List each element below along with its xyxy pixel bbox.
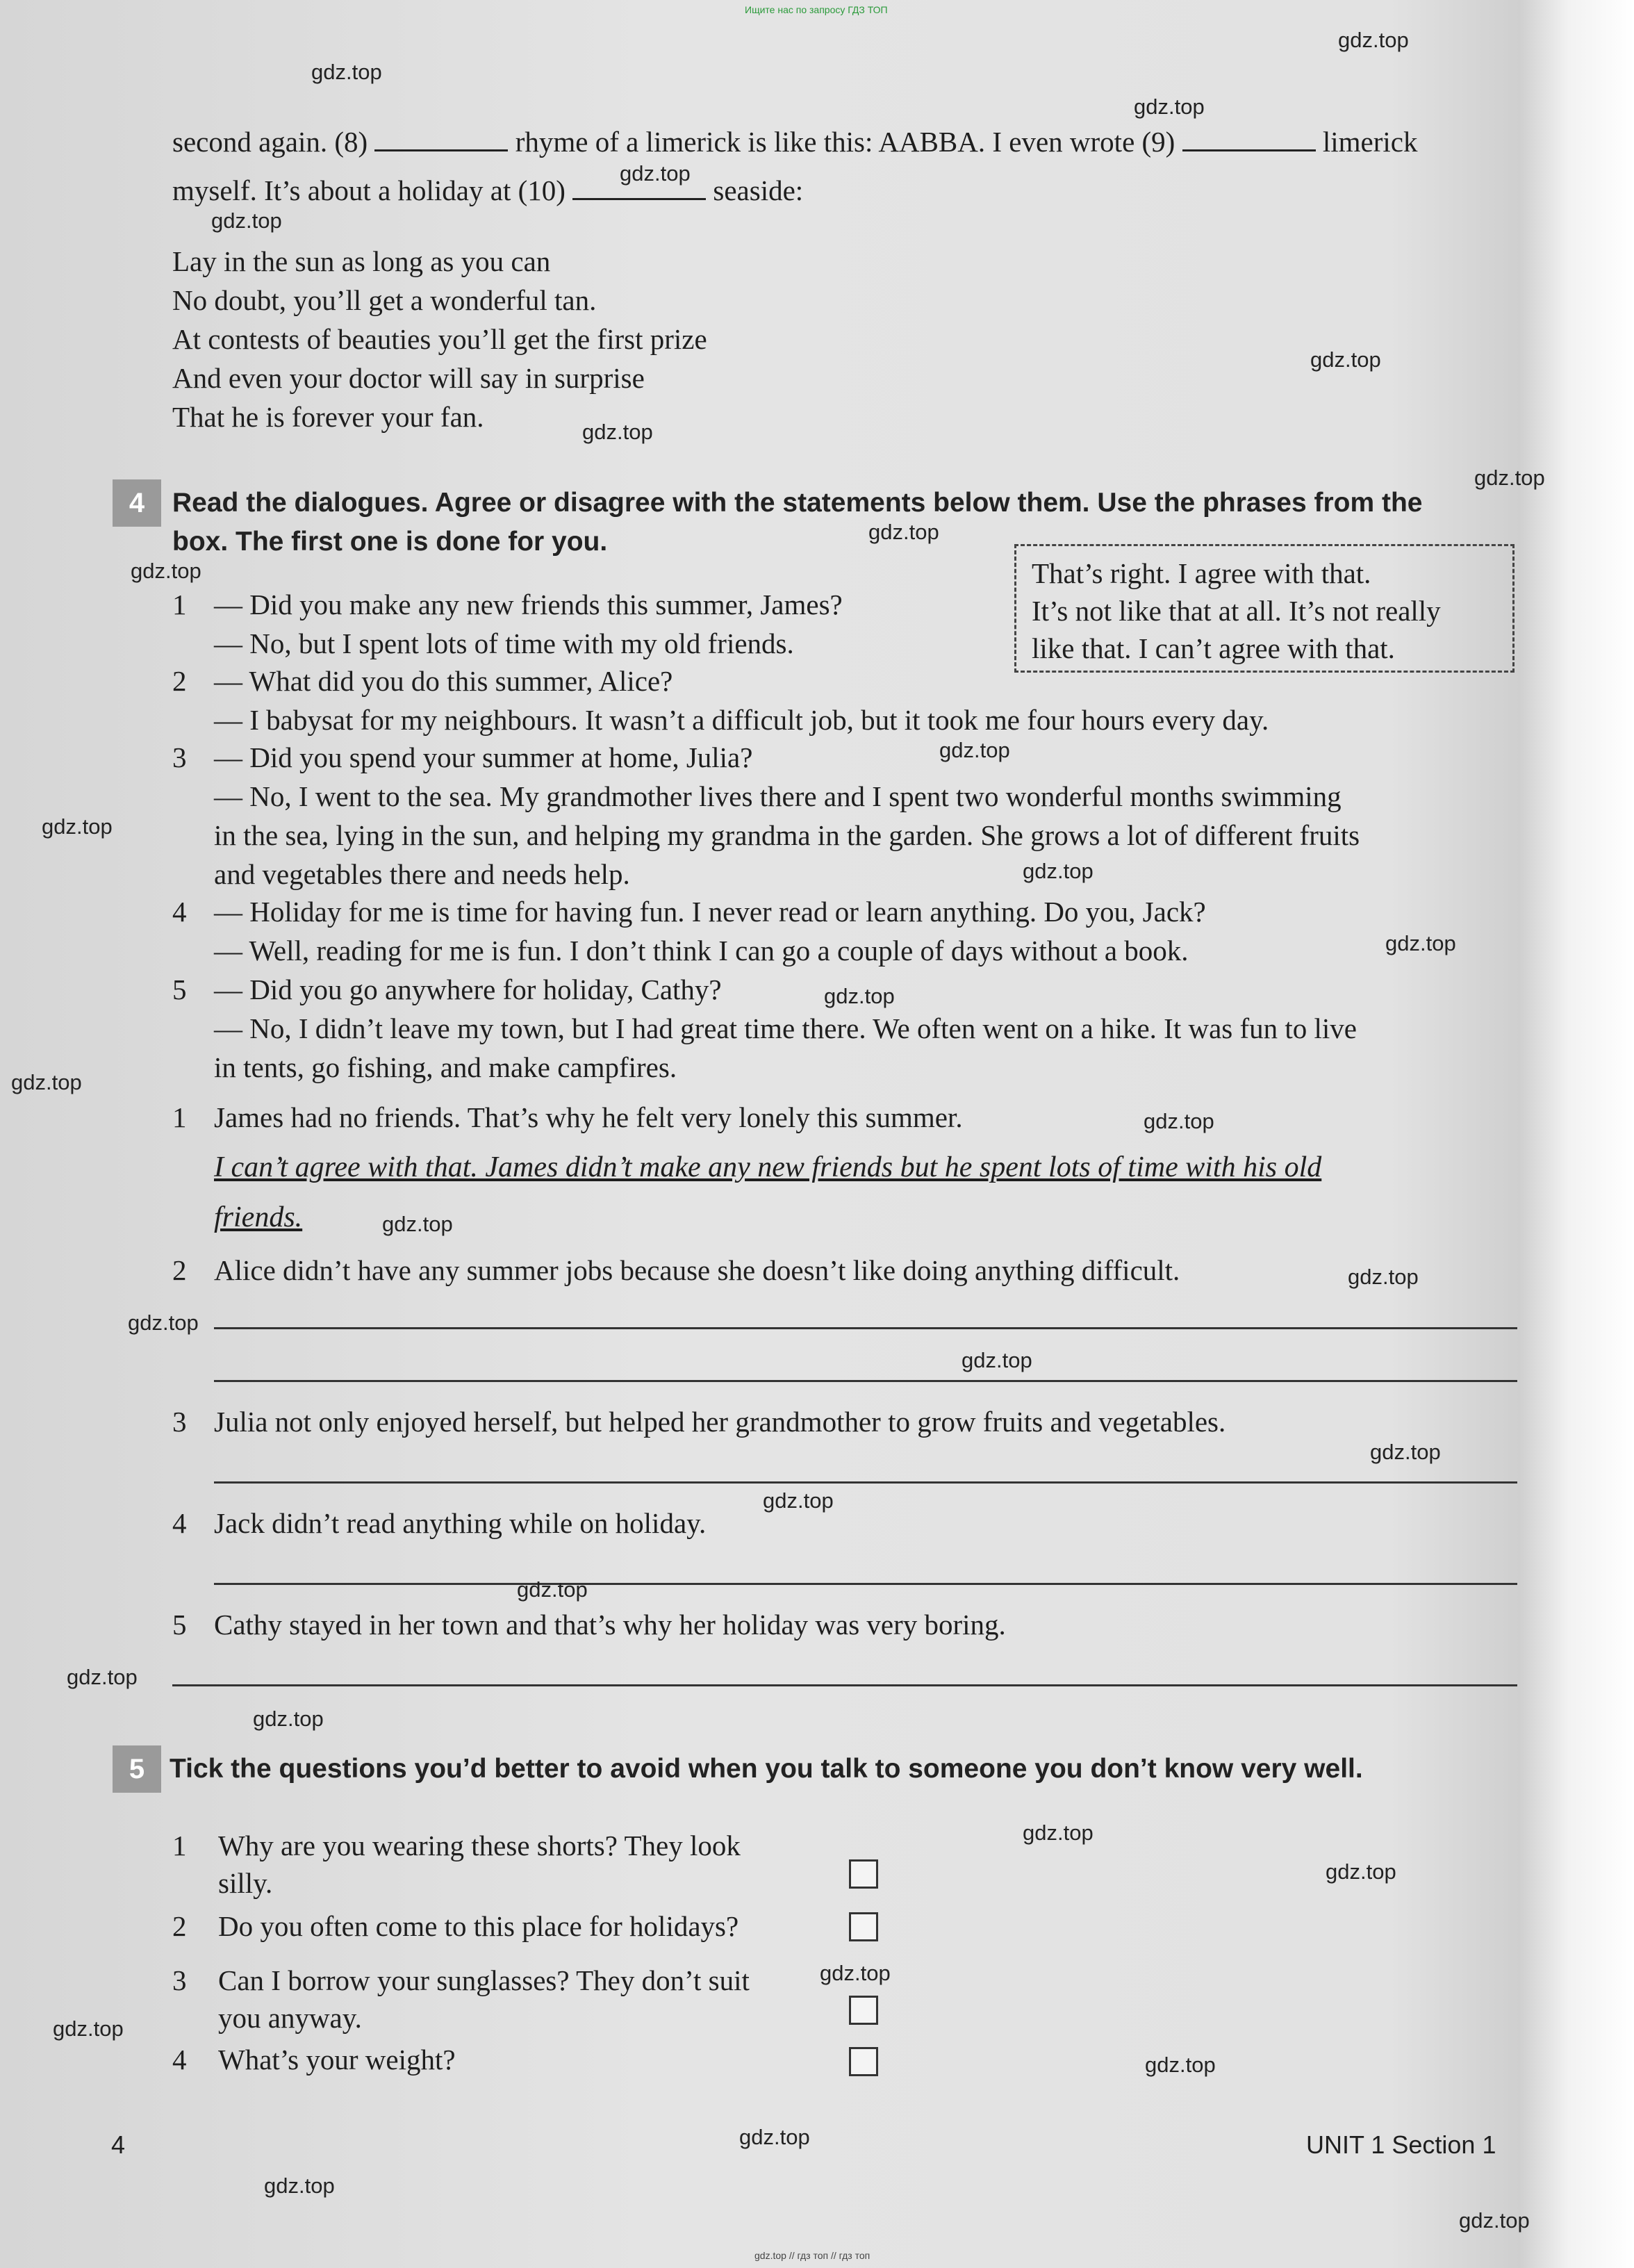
poem-line: That he is forever your fan.	[172, 401, 484, 433]
phrases-box	[1014, 544, 1515, 673]
task-4-instruction-line-1: Read the dialogues. Agree or disagree with the statements below them. Use the phrases from the	[172, 488, 1423, 518]
watermark: gdz.top	[11, 1070, 82, 1094]
poem-line: No doubt, you’ll get a wonderful tan.	[172, 284, 597, 316]
dialogue-number: 2	[172, 665, 187, 697]
watermark: gdz.top	[1144, 1109, 1214, 1133]
watermark: gdz.top	[962, 1348, 1032, 1372]
dialogue-line: — Did you spend your summer at home, Julia?	[214, 741, 753, 773]
watermark: gdz.top	[1348, 1265, 1419, 1289]
dialogue-line: — Well, reading for me is fun. I don’t think I can go a couple of days without a book.	[214, 935, 1189, 967]
watermark: gdz.top	[868, 520, 939, 544]
watermark: gdz.top	[42, 814, 113, 839]
top-banner: Ищите нас по запросу ГДЗ ТОП	[745, 4, 888, 15]
watermark: gdz.top	[128, 1310, 199, 1335]
watermark: gdz.top	[311, 60, 382, 84]
statement-text: Alice didn’t have any summer jobs because she doesn’t like doing anything difficult.	[214, 1254, 1180, 1286]
watermark: gdz.top	[211, 208, 282, 233]
watermark: gdz.top	[53, 2016, 124, 2041]
dialogue-line: — No, but I spent lots of time with my old friends.	[214, 627, 794, 659]
poem-line: And even your doctor will say in surprise	[172, 362, 645, 394]
bottom-banner: gdz.top // гдз топ // гдз топ	[754, 2250, 870, 2261]
watermark: gdz.top	[1338, 28, 1409, 52]
answer-line-2b[interactable]	[214, 1380, 1517, 1382]
intro-line-1-part-c: limerick	[1322, 126, 1418, 158]
tick-box-1[interactable]	[849, 1859, 878, 1889]
question-line: you anyway.	[218, 2002, 362, 2034]
question-number: 1	[172, 1830, 187, 1862]
dialogue-number: 3	[172, 741, 187, 773]
dialogue-line: — I babysat for my neighbours. It wasn’t a difficult job, but it took me four hours every day.	[214, 704, 1269, 736]
watermark: gdz.top	[1326, 1859, 1396, 1884]
tick-box-4[interactable]	[849, 2047, 878, 2076]
dialogue-line: — Did you make any new friends this summer, James?	[214, 589, 843, 621]
watermark: gdz.top	[1385, 931, 1456, 955]
watermark: gdz.top	[1023, 1821, 1094, 1845]
question-line: silly.	[218, 1867, 273, 1899]
phrase-line: It’s not like that at all. It’s not really	[1032, 595, 1441, 627]
question-line: What’s your weight?	[218, 2044, 456, 2076]
statement-text: James had no friends. That’s why he felt very lonely this summer.	[214, 1101, 963, 1133]
watermark: gdz.top	[131, 559, 201, 583]
watermark: gdz.top	[582, 420, 653, 444]
statement-number: 5	[172, 1609, 187, 1641]
watermark: gdz.top	[382, 1212, 453, 1236]
poem-line: At contests of beauties you’ll get the first prize	[172, 323, 707, 355]
question-line: Can I borrow your sunglasses? They don’t suit	[218, 1964, 750, 1996]
tick-box-2[interactable]	[849, 1912, 878, 1941]
watermark: gdz.top	[264, 2174, 335, 2198]
watermark: gdz.top	[1310, 347, 1381, 372]
watermark: gdz.top	[1459, 2208, 1530, 2233]
intro-line-2-part-b: seaside:	[713, 174, 804, 206]
statement-text: Cathy stayed in her town and that’s why her holiday was very boring.	[214, 1609, 1006, 1641]
intro-line-1	[172, 122, 1417, 161]
watermark: gdz.top	[253, 1707, 324, 1731]
model-answer-line-2: friends.	[214, 1201, 303, 1233]
statement-text: Julia not only enjoyed herself, but helped her grandmother to grow fruits and vegetables.	[214, 1406, 1226, 1438]
blank-9[interactable]	[1182, 129, 1316, 151]
dialogue-line: — No, I went to the sea. My grandmother lives there and I spent two wonderful months swimming	[214, 780, 1342, 812]
phrase-line: That’s right. I agree with that.	[1032, 557, 1371, 589]
task-5-instruction: Tick the questions you’d better to avoid when you talk to someone you don’t know very well.	[170, 1754, 1363, 1784]
dialogue-line: and vegetables there and needs help.	[214, 858, 630, 890]
phrase-line: like that. I can’t agree with that.	[1032, 632, 1395, 664]
watermark: gdz.top	[620, 161, 691, 186]
blank-8[interactable]	[374, 129, 508, 151]
watermark: gdz.top	[1145, 2053, 1216, 2077]
watermark: gdz.top	[517, 1577, 588, 1602]
poem-line: Lay in the sun as long as you can	[172, 245, 551, 277]
dialogue-line: — What did you do this summer, Alice?	[214, 665, 673, 697]
intro-line-2-part-a: myself. It’s about a holiday at (10)	[172, 174, 566, 206]
task-4-number: 4	[113, 479, 161, 527]
dialogue-number: 1	[172, 589, 187, 621]
watermark: gdz.top	[1474, 466, 1545, 490]
statement-text: Jack didn’t read anything while on holiday.	[214, 1507, 707, 1539]
watermark: gdz.top	[824, 984, 895, 1008]
tick-box-3[interactable]	[849, 1996, 878, 2025]
watermark: gdz.top	[739, 2125, 810, 2149]
task-4-instruction-line-2: box. The first one is done for you.	[172, 527, 608, 557]
question-number: 3	[172, 1964, 187, 1996]
watermark: gdz.top	[1023, 859, 1094, 883]
unit-section-label: UNIT 1 Section 1	[1306, 2130, 1496, 2159]
task-5-number: 5	[113, 1745, 161, 1793]
intro-line-1-part-a: second again. (8)	[172, 126, 368, 158]
dialogue-number: 5	[172, 973, 187, 1005]
dialogue-line: — Holiday for me is time for having fun. I never read or learn anything. Do you, Jack?	[214, 896, 1206, 928]
dialogue-line: — Did you go anywhere for holiday, Cathy?	[214, 973, 722, 1005]
statement-number: 2	[172, 1254, 187, 1286]
watermark: gdz.top	[1370, 1440, 1441, 1464]
answer-line-3[interactable]	[214, 1481, 1517, 1484]
dialogue-line: in tents, go fishing, and make campfires.	[214, 1051, 677, 1083]
question-number: 2	[172, 1910, 187, 1942]
dialogue-line: — No, I didn’t leave my town, but I had great time there. We often went on a hike. It was fun to live	[214, 1012, 1357, 1044]
question-line: Do you often come to this place for holidays?	[218, 1910, 739, 1942]
answer-line-2a[interactable]	[214, 1327, 1517, 1329]
watermark: gdz.top	[939, 738, 1010, 762]
answer-line-5[interactable]	[172, 1684, 1517, 1686]
page-number: 4	[111, 2130, 126, 2159]
answer-line-4[interactable]	[214, 1583, 1517, 1585]
intro-line-2	[172, 171, 803, 210]
statement-number: 3	[172, 1406, 187, 1438]
question-line: Why are you wearing these shorts? They look	[218, 1830, 741, 1862]
dialogue-line: in the sea, lying in the sun, and helping my grandma in the garden. She grows a lot of different fruits	[214, 819, 1360, 851]
dialogue-number: 4	[172, 896, 187, 928]
question-number: 4	[172, 2044, 187, 2076]
watermark: gdz.top	[1134, 94, 1205, 119]
watermark: gdz.top	[67, 1665, 138, 1689]
watermark: gdz.top	[820, 1961, 891, 1985]
intro-line-1-part-b: rhyme of a limerick is like this: AABBA. I even wrote (9)	[515, 126, 1175, 158]
statement-number: 4	[172, 1507, 187, 1539]
watermark: gdz.top	[763, 1488, 834, 1513]
statement-number: 1	[172, 1101, 187, 1133]
model-answer-line-1: I can’t agree with that. James didn’t make any new friends but he spent lots of time with his old	[214, 1151, 1322, 1183]
